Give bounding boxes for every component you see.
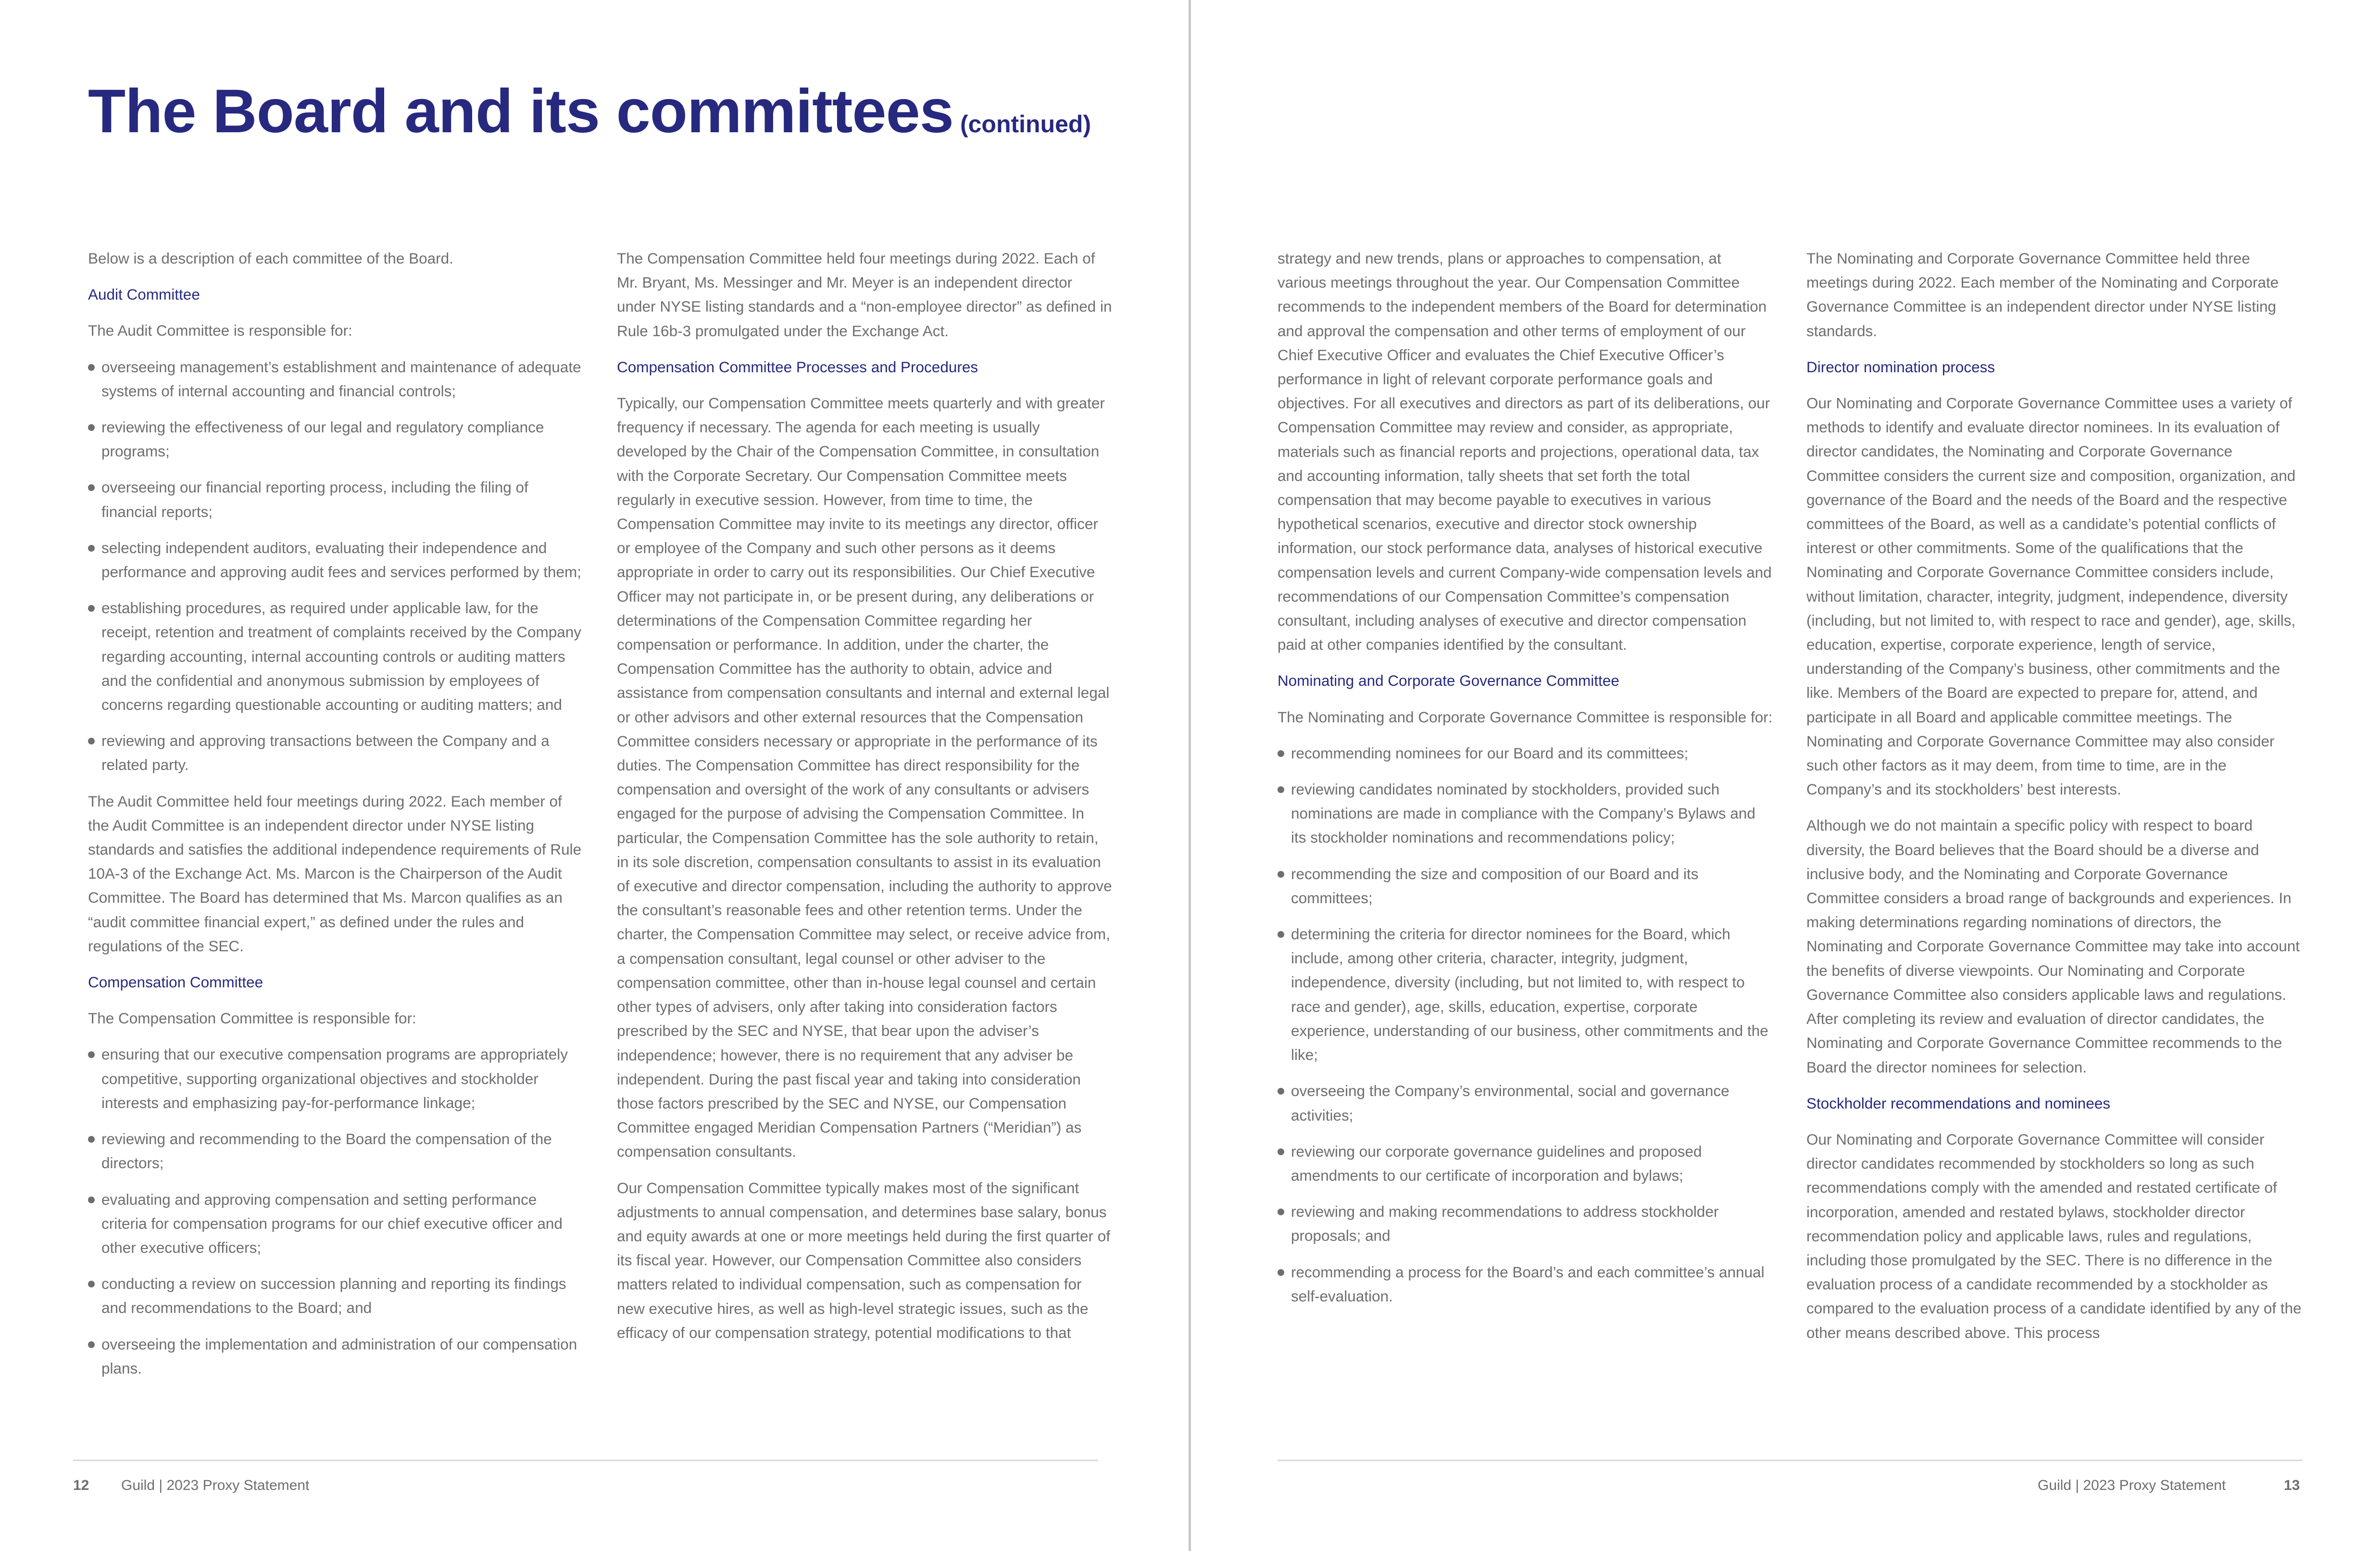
- list-item-text: reviewing our corporate governance guidelines and proposed amendments to our certificate of incorporation and bylaws;: [1291, 1142, 1702, 1184]
- compensation-processes-paragraph-1: Typically, our Compensation Committee meets quarterly and with greater frequency if necessary. The agenda for each meeting is usually developed by the Chair of the Compensation Committee, in consultation with the Corporate Secretary. Our Compensation Committee meets regularly in executive session. However, from time to time, the Compensation Committee may invite to its meetings any director, officer or employee of the Company and such other persons as it deems appropriate in order to carry out its responsibilities. Our Chief Executive Officer may not participate in, or be present during, any deliberations or determinations of the Compensation Committee regarding her compensation or performance. In addition, under the charter, the Compensation Committee has the authority to obtain, advice and assistance from compensation consultants and internal and external legal or other advisors and other external resources that the Compensation Committee considers necessary or appropriate in the performance of its duties. The Compensation Committee has direct responsibility for the compensation and oversight of the work of any consultants or advisers engaged for the purpose of advising the Compensation Committee. In particular, the Compensation Committee has the sole authority to retain, in its sole discretion, compensation consultants to assist in its evaluation of executive and director compensation, including the authority to approve the consultant’s reasonable fees and other retention terms. Under the charter, the Compensation Committee may select, or receive advice from, a compensation consultant, legal counsel or other adviser to the compensation committee, other than in-house legal counsel and certain other types of advisers, only after taking into consideration factors prescribed by the SEC and NYSE, that bear upon the adviser’s independence; however, there is no requirement that any adviser be independent. During the past fiscal year and taking into consideration those factors prescribed by the SEC and NYSE, our Compensation Committee engaged Meridian Compensation Partners (“Meridian”) as compensation consultants.: [617, 394, 1112, 1160]
- bullet-icon: [88, 1136, 95, 1143]
- list-item-text: overseeing the Company’s environmental, social and governance activities;: [1291, 1082, 1729, 1124]
- list-item-text: reviewing and making recommendations to address stockholder proposals; and: [1291, 1203, 1719, 1245]
- footer-rule-right: [1278, 1460, 2303, 1461]
- list-item: [88, 729, 583, 777]
- nominating-meetings-paragraph: The Nominating and Corporate Governance Committee held three meetings during 2022. Each member of the Nominating and Corporate Governance Committee is an independent director under NYSE listing standards.: [1806, 250, 2279, 340]
- footer-publication-right: Guild | 2023 Proxy Statement: [2038, 1477, 2226, 1493]
- list-item-text: evaluating and approving compensation and setting performance criteria for compensation programs for our chief executive officer and other executive officers;: [101, 1190, 563, 1256]
- list-item: [88, 536, 583, 584]
- page-number-right: 13: [2284, 1477, 2300, 1493]
- list-item: [88, 415, 583, 463]
- compensation-responsibilities-list: [88, 1042, 583, 1380]
- list-item: [1278, 1199, 1773, 1248]
- nominating-committee-lead: The Nominating and Corporate Governance Committee is responsible for:: [1278, 708, 1773, 726]
- list-item-text: recommending the size and composition of our Board and its committees;: [1291, 865, 1699, 907]
- list-item: [88, 1042, 583, 1115]
- bullet-icon: [1278, 1088, 1284, 1095]
- list-item-text: reviewing and approving transactions between the Company and a related party.: [101, 732, 550, 774]
- list-item: [1278, 862, 1773, 910]
- bullet-icon: [88, 1281, 95, 1287]
- list-item-text: selecting independent auditors, evaluating their independence and performance and approving audit fees and services performed by them;: [101, 539, 582, 581]
- compensation-processes-paragraph-2: Our Compensation Committee typically makes most of the significant adjustments to annual compensation, and determines base salary, bonus and equity awards at one or more meetings held during the first quarter of its fiscal year. However, our Compensation Committee also considers matters related to individual compensation, such as compensation for new executive hires, as well as high-level strategic issues, such as the efficacy of our compensation strategy, potential modifications to that: [617, 1179, 1111, 1341]
- page-number-left: 12: [73, 1477, 89, 1493]
- bullet-icon: [88, 605, 95, 612]
- list-item-text: establishing procedures, as required under applicable law, for the receipt, retention and treatment of complaints received by the Company regarding accounting, internal accounting controls or auditing matters and the confidential and anonymous submission by employees of concerns regarding questionable accounting or auditing matters; and: [101, 599, 582, 714]
- compensation-meetings-paragraph: The Compensation Committee held four meetings during 2022. Each of Mr. Bryant, Ms. Messinger and Mr. Meyer is an independent director under NYSE listing standards and a “non-employee director” as defined in Rule 16b-3 promulgated under the Exchange Act.: [617, 250, 1112, 340]
- column-2: [617, 246, 1112, 1357]
- list-item-text: overseeing management’s establishment and maintenance of adequate systems of internal accounting and financial controls;: [101, 358, 581, 400]
- list-item: [88, 1127, 583, 1175]
- list-item-text: determining the criteria for director nominees for the Board, which include, among other criteria, character, integrity, judgment, independence, diversity (including, but not limited to, with respect to race and gender), age, skills, education, expertise, corporate experience, understanding of our business, other commitments and the like;: [1291, 925, 1768, 1064]
- audit-committee-heading: Audit Committee: [88, 286, 200, 303]
- page-title: [88, 77, 1091, 146]
- list-item: [88, 1332, 583, 1380]
- stockholder-recommendations-heading: Stockholder recommendations and nominees: [1806, 1094, 2111, 1112]
- list-item-text: recommending nominees for our Board and its committees;: [1291, 744, 1689, 762]
- list-item: [1278, 1139, 1773, 1187]
- list-item-text: overseeing our financial reporting process, including the filing of financial reports;: [101, 479, 528, 520]
- footer-rule-left: [73, 1460, 1098, 1461]
- list-item-text: reviewing candidates nominated by stockholders, provided such nominations are made in compliance with the Company’s Bylaws and its stockholder nominations and recommendations policy;: [1291, 781, 1755, 846]
- list-item: [1278, 741, 1773, 765]
- list-item-text: overseeing the implementation and administration of our compensation plans.: [101, 1335, 577, 1377]
- bullet-icon: [1278, 931, 1284, 938]
- bullet-icon: [88, 1051, 95, 1058]
- intro-paragraph: Below is a description of each committee of the Board.: [88, 250, 453, 267]
- nominating-committee-heading: Nominating and Corporate Governance Committee: [1278, 672, 1619, 690]
- list-item: [1278, 1079, 1773, 1127]
- bullet-icon: [1278, 1148, 1284, 1155]
- list-item-text: reviewing and recommending to the Board the compensation of the directors;: [101, 1130, 552, 1172]
- list-item: [1278, 1260, 1773, 1308]
- director-nomination-heading: Director nomination process: [1806, 358, 1995, 376]
- director-nomination-paragraph-1: Our Nominating and Corporate Governance Committee uses a variety of methods to identify and evaluate director nominees. In its evaluation of director candidates, the Nominating and Corporate Governance Committee considers the current size and composition, organization, and governance of the Board and the needs of the Board and the respective committees of the Board, as well as a candidate’s potential conflicts of interest or other commitments. Some of the qualifications that the Nominating and Corporate Governance Committee considers include, without limitation, character, integrity, judgment, independence, diversity (including, but not limited to, with respect to race and gender), age, skills, education, expertise, corporate experience, length of service, understanding of the Company’s business, other commitments and the like. Members of the Board are expected to prepare for, attend, and participate in all Board and applicable committee meetings. The Nominating and Corporate Governance Committee may also consider such other factors as it may deem, from time to time, are in the Company’s and its stockholders’ best interests.: [1806, 394, 2296, 798]
- bullet-icon: [1278, 1269, 1284, 1276]
- list-item: [1278, 922, 1773, 1067]
- bullet-icon: [1278, 786, 1284, 793]
- list-item: [88, 1187, 583, 1260]
- page-spread-divider: [1189, 0, 1191, 1551]
- list-item-text: recommending a process for the Board’s and each committee’s annual self-evaluation.: [1291, 1263, 1765, 1305]
- footer-publication-left: Guild | 2023 Proxy Statement: [121, 1477, 310, 1493]
- audit-committee-lead: The Audit Committee is responsible for:: [88, 322, 352, 340]
- bullet-icon: [88, 424, 95, 431]
- list-item: [88, 475, 583, 523]
- director-nomination-paragraph-2: Although we do not maintain a specific policy with respect to board diversity, the Board believes that the Board should be a diverse and inclusive body, and the Nominating and Corporate Governance Committee considers a broad range of backgrounds and experiences. In making determinations regarding nominations of directors, the Nominating and Corporate Governance Committee may take into account the benefits of diverse viewpoints. Our Nominating and Corporate Governance Committee also considers applicable laws and regulations. After completing its review and evaluation of director candidates, the Nominating and Corporate Governance Committee recommends to the Board the director nominees for selection.: [1806, 817, 2300, 1076]
- page-title-main: The Board and its committees: [88, 77, 953, 146]
- compensation-committee-heading: Compensation Committee: [88, 973, 263, 991]
- bullet-icon: [1278, 871, 1284, 878]
- bullet-icon: [1278, 1209, 1284, 1215]
- list-item-text: reviewing the effectiveness of our legal and regulatory compliance programs;: [101, 418, 544, 460]
- bullet-icon: [88, 484, 95, 491]
- column-1: [88, 246, 583, 1392]
- bullet-icon: [1278, 750, 1284, 757]
- compensation-continued-paragraph: strategy and new trends, plans or approaches to compensation, at various meetings throughout the year. Our Compensation Committee recommends to the independent members of the Board for determination and approval the compensation and other terms of employment of our Chief Executive Officer and evaluates the Chief Executive Officer’s performance in light of relevant corporate performance goals and objectives. For all executives and directors as part of its deliberations, our Compensation Committee may review and consider, as appropriate, materials such as financial reports and projections, operational data, tax and accounting information, tally sheets that set forth the total compensation that may become payable to executives in various hypothetical scenarios, executive and director stock ownership information, our stock performance data, analyses of historical executive compensation levels and current Company-wide compensation levels and recommendations of our Compensation Committee’s compensation consultant, including analyses of executive and director compensation paid at other companies identified by the consultant.: [1278, 250, 1772, 654]
- bullet-icon: [88, 1197, 95, 1203]
- compensation-processes-heading: Compensation Committee Processes and Procedures: [617, 358, 978, 376]
- nominating-responsibilities-list: [1278, 741, 1773, 1308]
- stockholder-recommendations-paragraph: Our Nominating and Corporate Governance Committee will consider director candidates recommended by stockholders so long as such recommendations comply with the amended and restated certificate of incorporation, amended and restated bylaws, stockholder director recommendation policy and applicable laws, rules and regulations, including those promulgated by the SEC. There is no difference in the evaluation process of a candidate recommended by a stockholder as compared to the evaluation process of a candidate identified by any of the other means described above. This process: [1806, 1130, 2302, 1341]
- audit-meetings-paragraph: The Audit Committee held four meetings during 2022. Each member of the Audit Committee is an independent director under NYSE listing standards and satisfies the additional independence requirements of Rule 10A-3 of the Exchange Act. Ms. Marcon is the Chairperson of the Audit Committee. The Board has determined that Ms. Marcon qualifies as an “audit committee financial expert,” as defined under the rules and regulations of the SEC.: [88, 792, 582, 955]
- audit-responsibilities-list: [88, 355, 583, 777]
- list-item: [88, 355, 583, 403]
- compensation-committee-lead: The Compensation Committee is responsible for:: [88, 1009, 416, 1027]
- list-item: [1278, 777, 1773, 850]
- page-title-suffix: (continued): [960, 111, 1091, 138]
- list-item-text: conducting a review on succession planning and reporting its findings and recommendations to the Board; and: [101, 1275, 566, 1317]
- bullet-icon: [88, 364, 95, 371]
- list-item: [88, 596, 583, 717]
- bullet-icon: [88, 545, 95, 552]
- list-item: [88, 1272, 583, 1320]
- column-4: [1806, 246, 2302, 1357]
- bullet-icon: [88, 1341, 95, 1348]
- bullet-icon: [88, 738, 95, 744]
- column-3: [1278, 246, 1773, 1320]
- list-item-text: ensuring that our executive compensation programs are appropriately competitive, supporting organizational objectives and stockholder interests and emphasizing pay-for-performance linkage;: [101, 1046, 568, 1111]
